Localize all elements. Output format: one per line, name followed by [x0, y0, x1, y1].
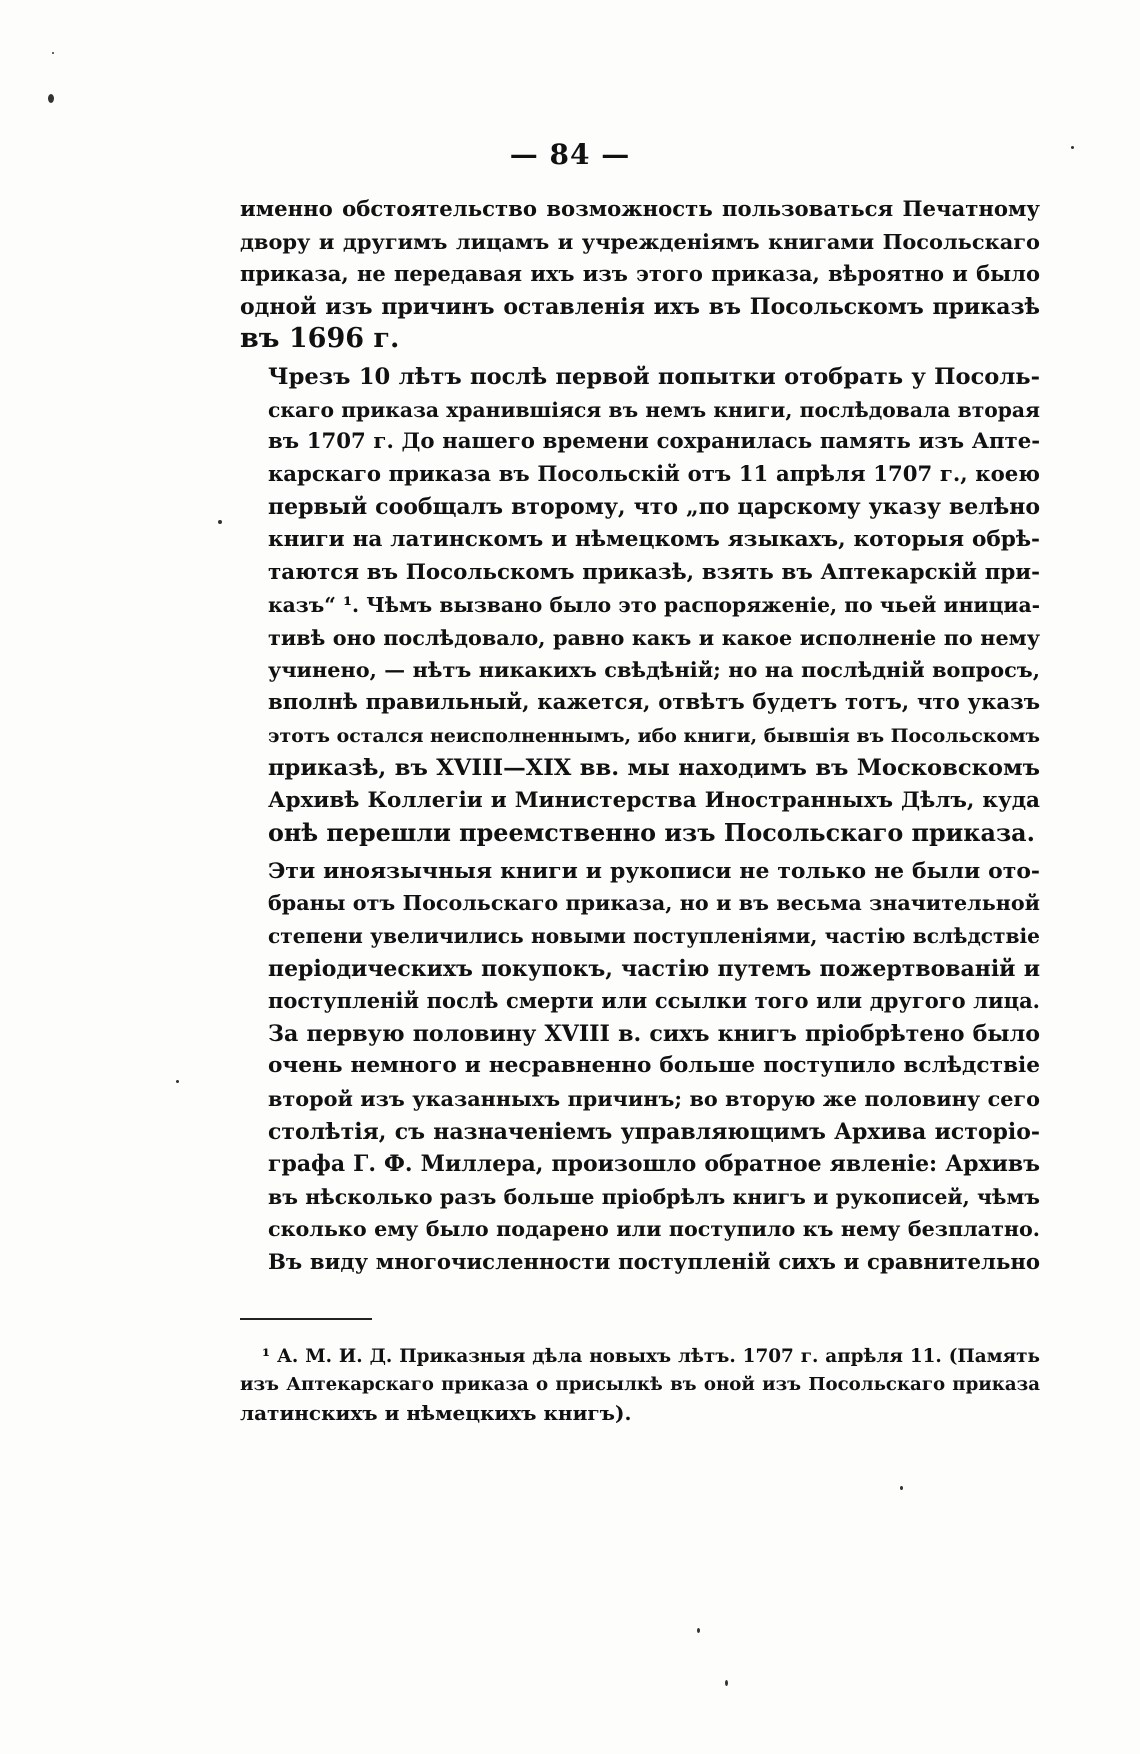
footnote [240, 1343, 1040, 1427]
text-line: За первую половину XVIII в. сихъ книгъ пріобрѣтено было [268, 1020, 1040, 1047]
footnote-line: ¹ А. М. И. Д. Приказныя дѣла новыхъ лѣтъ. 1707 г. апрѣля 11. (Память [262, 1346, 1040, 1367]
text-line: Архивѣ Коллегіи и Министерства Иностранныхъ Дѣлъ, куда [268, 787, 1040, 813]
text-line: Въ виду многочисленности поступленій сихъ и сравнительно [268, 1249, 1040, 1274]
ink-speck [48, 94, 54, 103]
text-line: браны отъ Посольскаго приказа, но и въ весьма значительной [268, 891, 1040, 916]
ink-speck [52, 52, 54, 54]
footnote-divider [240, 1318, 372, 1320]
text-line: вполнѣ правильный, кажется, отвѣтъ будетъ тотъ, что указъ [268, 689, 1040, 715]
text-line: карскаго приказа въ Посольскій отъ 11 апрѣля 1707 г., коею [268, 461, 1040, 487]
text-line: приказѣ, въ XVIII—XIX вв. мы находимъ въ Московскомъ [268, 755, 1040, 782]
text-line: тивѣ оно послѣдовало, равно какъ и какое исполненіе по нему [268, 624, 1040, 650]
text-line: двору и другимъ лицамъ и учрежденіямъ книгами Посольскаго [240, 228, 1040, 254]
ink-speck [900, 1486, 903, 1490]
text-line: въ 1696 г. [240, 323, 400, 355]
text-line: одной изъ причинъ оставленія ихъ въ Посольскомъ приказѣ [240, 293, 1040, 320]
text-line: графа Г. Ф. Миллера, произошло обратное явленіе: Архивъ [268, 1151, 1040, 1178]
text-line: второй изъ указанныхъ причинъ; во вторую же половину сего [268, 1087, 1040, 1112]
text-line: Эти иноязычныя книги и рукописи не только не были ото- [268, 857, 1040, 884]
page-number: — 84 — [509, 138, 631, 171]
text-line: книги на латинскомъ и нѣмецкомъ языкахъ, которыя обрѣ- [268, 526, 1040, 552]
paragraph-3 [240, 855, 1040, 1279]
text-line: именно обстоятельство возможность пользоваться Печатному [240, 196, 1040, 221]
text-line: очень немного и несравненно больше поступило вслѣдствіе [268, 1053, 1040, 1079]
paragraph-2 [240, 361, 1040, 850]
text-line: Чрезъ 10 лѣтъ послѣ первой попытки отобрать у Посоль- [268, 363, 1040, 390]
ink-speck [176, 1080, 179, 1083]
ink-speck [218, 520, 222, 524]
text-line: таются въ Посольскомъ приказѣ, взять въ Аптекарскій при- [268, 559, 1040, 585]
ink-speck [697, 1628, 700, 1633]
text-line: первый сообщалъ второму, что „по царскому указу велѣно [268, 494, 1040, 521]
text-line: въ нѣсколько разъ больше пріобрѣлъ книгъ и рукописей, чѣмъ [268, 1184, 1040, 1209]
text-line: этотъ остался неисполненнымъ, ибо книги, бывшія въ Посольскомъ [268, 724, 1040, 747]
text-line: въ 1707 г. До нашего времени сохранилась память изъ Апте- [268, 429, 1040, 455]
ink-speck [725, 1680, 728, 1686]
body-text [240, 193, 1040, 1279]
text-line: скаго приказа хранившіяся въ немъ книги, послѣдовала вторая [268, 397, 1040, 422]
text-line: степени увеличились новыми поступленіями, частію вслѣдствіе [268, 924, 1040, 949]
text-line: столѣтія, съ назначеніемъ управляющимъ Архива исторіо- [268, 1118, 1040, 1145]
text-line: поступленій послѣ смерти или ссылки того или другого лица. [268, 988, 1040, 1014]
text-line: сколько ему было подарено или поступило къ нему безплатно. [268, 1217, 1040, 1242]
paragraph-1 [240, 193, 1040, 356]
text-line: приказа, не передавая ихъ изъ этого приказа, вѣроятно и было [240, 261, 1040, 287]
text-line: онѣ перешли преемственно изъ Посольскаго приказа. [268, 819, 1035, 848]
text-line: учинено, — нѣтъ никакихъ свѣдѣній; но на послѣдній вопросъ, [268, 657, 1040, 683]
text-line: казъ“ ¹. Чѣмъ вызвано было это распоряженіе, по чьей инициа- [268, 593, 1040, 618]
footnote-line: латинскихъ и нѣмецкихъ книгъ). [240, 1401, 632, 1425]
footnote-line: изъ Аптекарскаго приказа о присылкѣ въ оной изъ Посольскаго приказа [240, 1374, 1040, 1395]
text-line: періодическихъ покупокъ, частію путемъ пожертвованій и [268, 955, 1040, 982]
